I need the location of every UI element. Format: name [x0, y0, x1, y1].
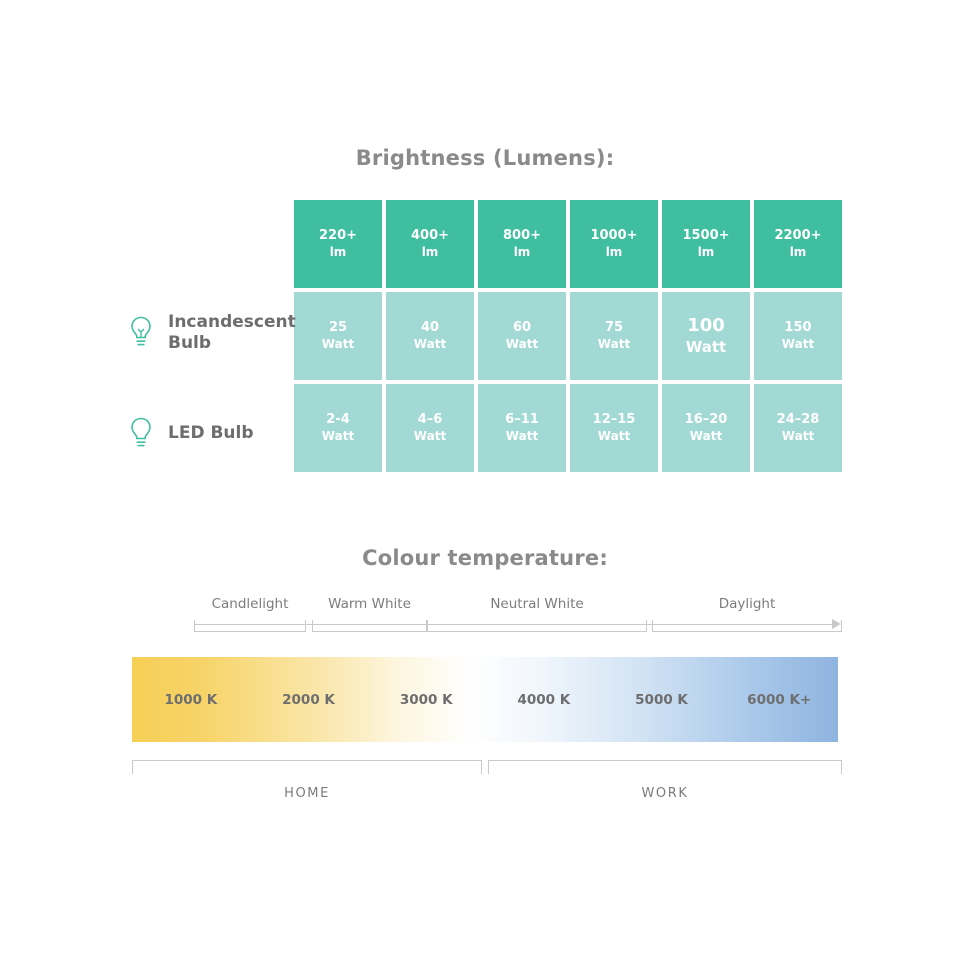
table-cell-led-1 — [294, 384, 382, 472]
row-label-text: LED Bulb — [168, 423, 254, 444]
table-cell-incandescent-4 — [570, 292, 658, 380]
cell-line1: 1500+ — [682, 228, 730, 244]
colour-temperature-gradient-bar — [132, 657, 838, 742]
cell-line1: 16–20 — [684, 412, 728, 428]
table-cell-led-5 — [662, 384, 750, 472]
cell-line1: 25 — [328, 320, 348, 336]
cell-line1: 1000+ — [590, 228, 638, 244]
cell-line2: lm — [513, 244, 531, 259]
table-cell-led-3 — [478, 384, 566, 472]
kelvin-label-4000: 4000 K — [517, 691, 571, 708]
bracket-daylight — [652, 620, 842, 632]
bracket-candlelight — [194, 620, 306, 632]
cell-line2: lm — [789, 244, 807, 259]
cell-line2: Watt — [505, 428, 539, 443]
cell-line2: lm — [697, 244, 715, 259]
cell-line1: 24–28 — [776, 412, 820, 428]
kelvin-label-2000: 2000 K — [282, 691, 335, 708]
cell-line1: 2-4 — [326, 412, 350, 428]
cell-line2: lm — [421, 244, 439, 259]
cell-line2: Watt — [505, 336, 539, 351]
table-cell-incandescent-6 — [754, 292, 842, 380]
table-cell-lumens-1 — [294, 200, 382, 288]
cell-line2: Watt — [413, 336, 447, 351]
colour-temperature-title: Colour temperature: — [362, 546, 608, 570]
cell-line2: Watt — [781, 428, 815, 443]
range-label-neutral-white: Neutral White — [490, 596, 584, 612]
table-cell-lumens-5 — [662, 200, 750, 288]
colour-range-brackets — [132, 620, 842, 640]
cell-line1: 4–6 — [417, 412, 443, 428]
bracket-work — [488, 760, 842, 774]
cell-line1: 400+ — [410, 228, 450, 244]
cell-line2: Watt — [321, 336, 355, 351]
bulb-icon — [126, 415, 156, 453]
usage-captions — [132, 786, 842, 806]
bracket-warm-white — [312, 620, 427, 632]
cell-line2: Watt — [413, 428, 447, 443]
bulb-icon — [126, 314, 156, 352]
table-cell-led-6 — [754, 384, 842, 472]
cell-line2: Watt — [597, 428, 631, 443]
table-cell-led-2 — [386, 384, 474, 472]
table-cell-incandescent-3 — [478, 292, 566, 380]
table-cell-lumens-2 — [386, 200, 474, 288]
cell-line1: 40 — [420, 320, 440, 336]
range-label-daylight: Daylight — [718, 596, 776, 612]
cell-line2: Watt — [597, 336, 631, 351]
usage-label-home: HOME — [284, 786, 330, 801]
range-label-warm-white: Warm White — [328, 596, 411, 612]
table-cell-lumens-4 — [570, 200, 658, 288]
lumens-table — [294, 200, 842, 472]
cell-line2: lm — [329, 244, 347, 259]
cell-line2: Watt — [321, 428, 355, 443]
cell-line1: 220+ — [318, 228, 358, 244]
row-label-text: Incandescent Bulb — [168, 312, 296, 354]
usage-label-work: WORK — [641, 786, 689, 801]
table-cell-incandescent-1 — [294, 292, 382, 380]
bracket-home — [132, 760, 482, 774]
bracket-neutral-white — [427, 620, 647, 632]
row-label-led — [126, 415, 296, 453]
cell-line2: Watt — [689, 428, 723, 443]
table-cell-incandescent-5 — [662, 292, 750, 380]
kelvin-label-6000: 6000 K+ — [747, 691, 812, 708]
row-label-incandescent — [126, 312, 296, 355]
cell-line1: 800+ — [502, 228, 542, 244]
cell-line2: Watt — [685, 337, 727, 356]
cell-line1: 60 — [512, 320, 532, 336]
cell-line1: 75 — [604, 320, 624, 336]
range-label-candlelight: Candlelight — [211, 596, 289, 612]
kelvin-label-1000: 1000 K — [164, 691, 218, 708]
usage-brackets — [132, 760, 842, 776]
kelvin-label-5000: 5000 K — [635, 691, 688, 708]
colour-range-labels — [132, 596, 838, 618]
cell-line2: lm — [605, 244, 623, 259]
table-cell-led-4 — [570, 384, 658, 472]
cell-line1: 150 — [784, 320, 812, 336]
kelvin-label-3000: 3000 K — [399, 691, 453, 708]
cell-line1: 12–15 — [592, 412, 636, 428]
table-cell-lumens-3 — [478, 200, 566, 288]
cell-line1: 100 — [687, 315, 725, 337]
table-cell-incandescent-2 — [386, 292, 474, 380]
cell-line2: Watt — [781, 336, 815, 351]
table-cell-lumens-6 — [754, 200, 842, 288]
brightness-title: Brightness (Lumens): — [355, 146, 615, 170]
cell-line1: 2200+ — [774, 228, 822, 244]
cell-line1: 6–11 — [505, 412, 539, 428]
